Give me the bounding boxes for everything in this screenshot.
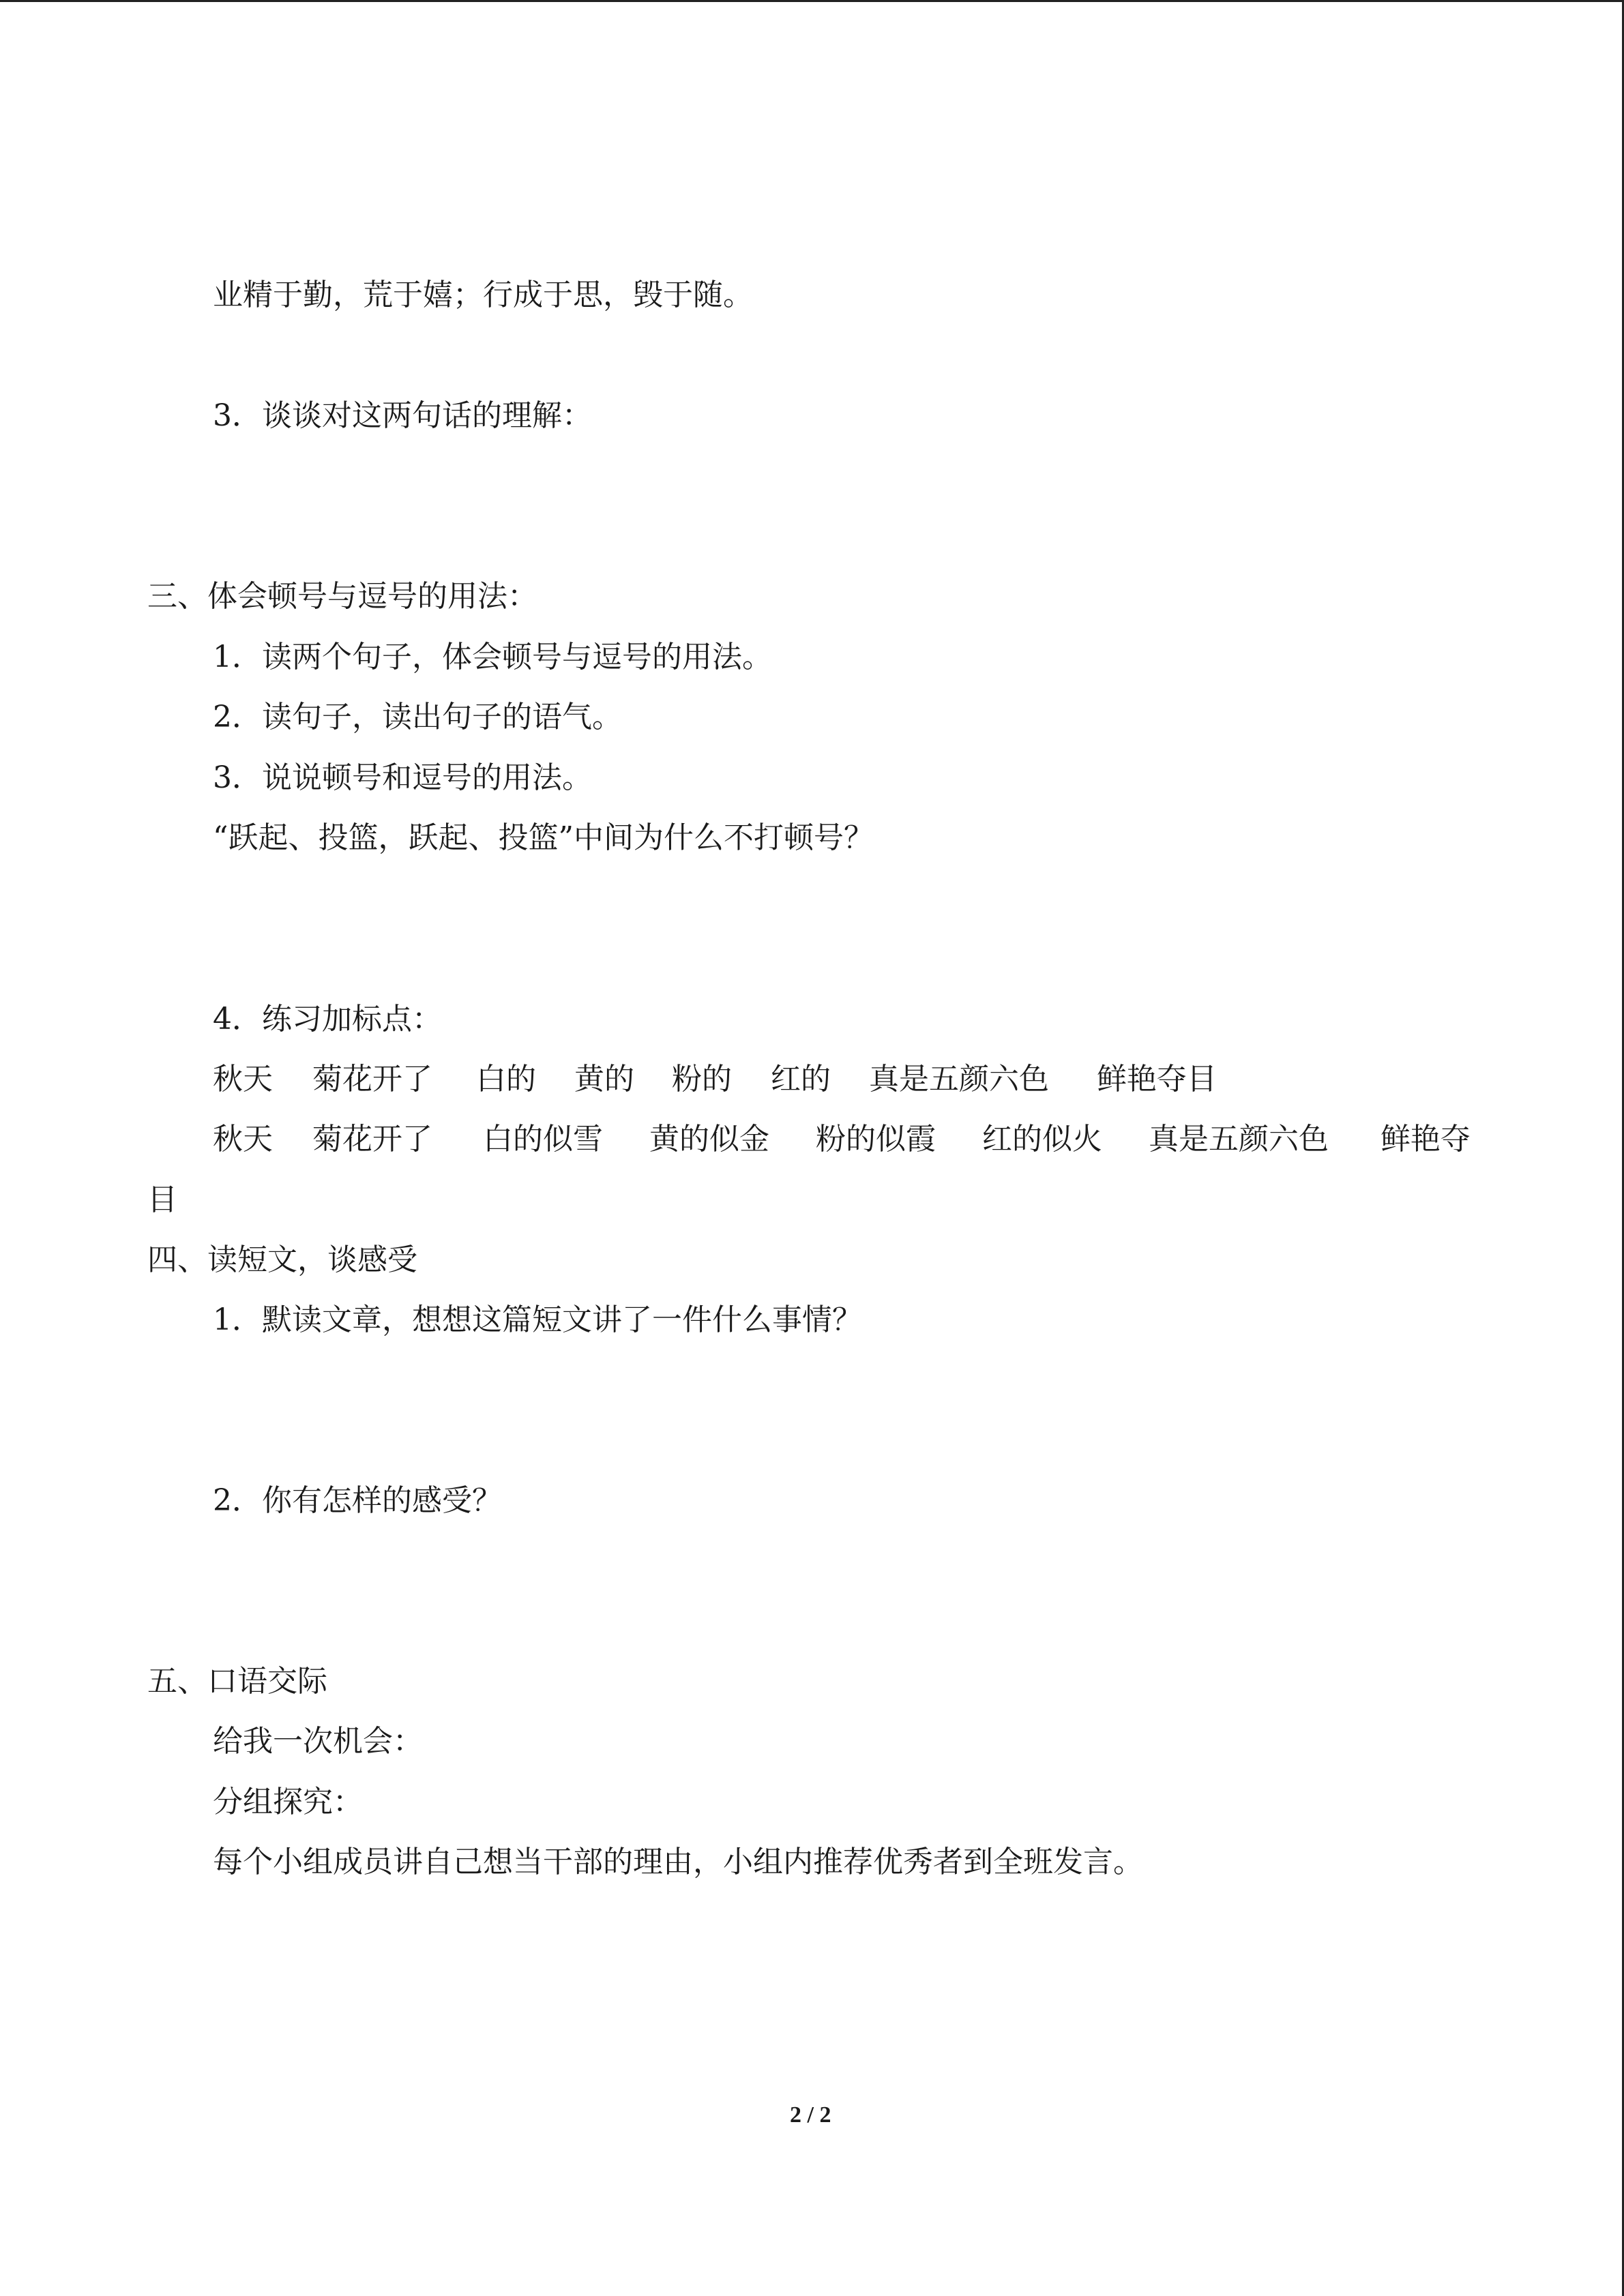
question-3-talk: 3．谈谈对这两句话的理解： [213, 398, 592, 433]
exercise-2-word: 鲜艳夺 [1381, 1122, 1471, 1157]
exercise-2-word: 红的似火 [982, 1122, 1102, 1157]
section-5-line-1: 给我一次机会： [213, 1724, 423, 1759]
exercise-1-word: 菊花开了 [312, 1062, 432, 1097]
section-4-item-2: 2．你有怎样的感受？ [213, 1483, 502, 1518]
section-4-heading: 四、读短文，谈感受 [147, 1242, 417, 1277]
exercise-2-word: 真是五颜六色 [1149, 1122, 1329, 1157]
page-top-border [0, 0, 1624, 2]
exercise-2-word: 菊花开了 [312, 1122, 432, 1157]
section-3-heading: 三、体会顿号与逗号的用法： [147, 579, 537, 614]
exercise-2-word: 粉的似霞 [816, 1122, 936, 1157]
page-number: 2 / 2 [790, 2102, 831, 2128]
section-3-item-1: 1．读两个句子，体会顿号与逗号的用法。 [213, 640, 772, 674]
section-4-item-1: 1．默读文章，想想这篇短文讲了一件什么事情？ [213, 1302, 862, 1337]
section-5-line-3: 每个小组成员讲自己想当干部的理由，小组内推荐优秀者到全班发言。 [213, 1845, 1143, 1879]
exercise-2-word: 秋天 [213, 1122, 273, 1157]
exercise-1-word: 真是五颜六色 [869, 1062, 1049, 1097]
exercise-1-word: 秋天 [213, 1062, 273, 1097]
section-5-heading: 五、口语交际 [147, 1664, 327, 1699]
exercise-2-wrap: 目 [147, 1182, 177, 1217]
exercise-2-word: 黄的似金 [649, 1122, 769, 1157]
section-3-item-4: 4．练习加标点： [213, 1002, 442, 1037]
exercise-1-word: 粉的 [672, 1062, 732, 1097]
section-3-question: “跃起、投篮，跃起、投篮”中间为什么不打顿号？ [213, 820, 874, 855]
proverb-line: 业精于勤，荒于嬉；行成于思，毁于随。 [213, 278, 753, 312]
exercise-1-word: 白的 [476, 1062, 536, 1097]
section-3-item-3: 3．说说顿号和逗号的用法。 [213, 760, 592, 795]
exercise-1-word: 鲜艳夺目 [1097, 1062, 1217, 1097]
exercise-2-word: 白的似雪 [483, 1122, 603, 1157]
exercise-1-word: 红的 [771, 1062, 831, 1097]
section-3-item-2: 2．读句子，读出句子的语气。 [213, 700, 622, 734]
exercise-1-word: 黄的 [574, 1062, 634, 1097]
section-5-line-2: 分组探究： [213, 1785, 363, 1819]
